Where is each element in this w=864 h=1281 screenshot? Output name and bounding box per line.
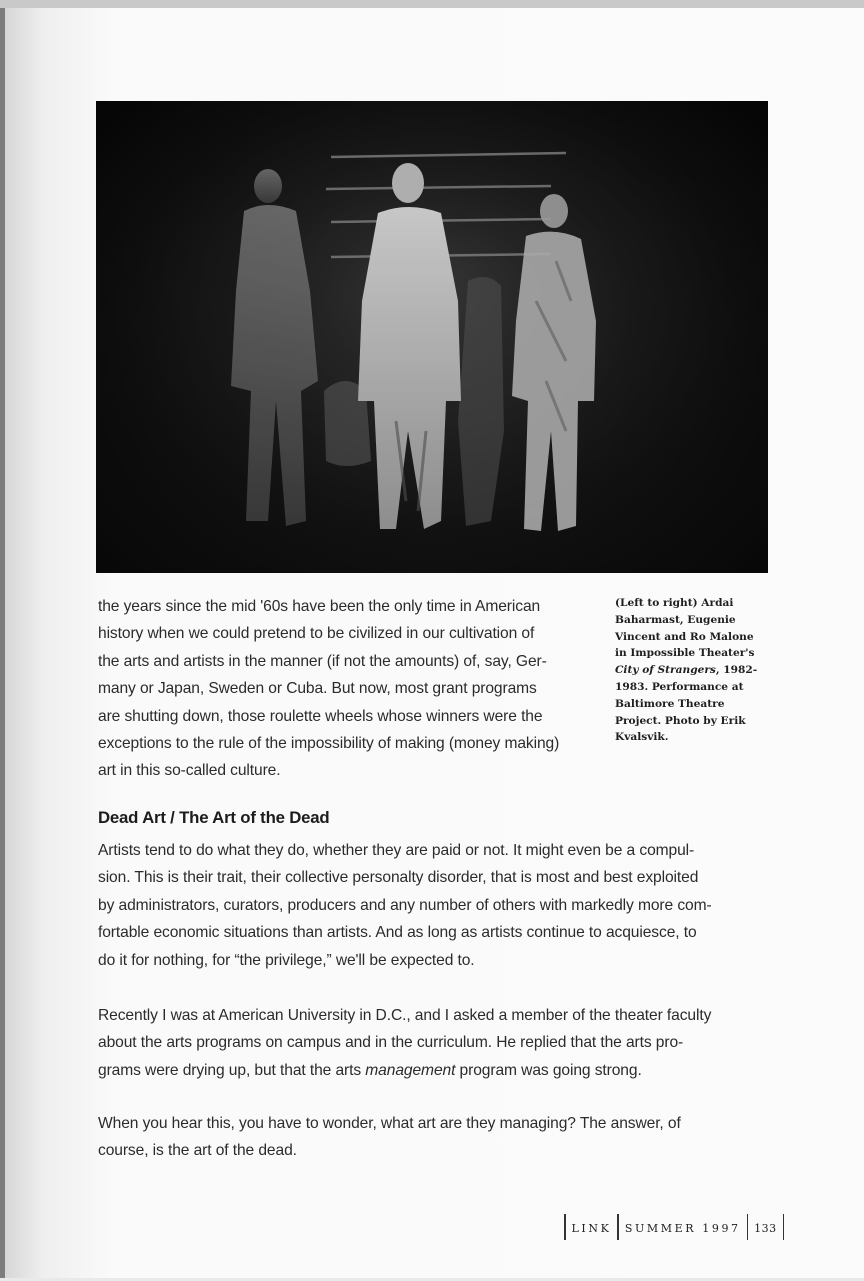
performance-photo: [96, 101, 768, 573]
caption-line: 1983. Performance at: [615, 680, 744, 693]
footer-issue: SUMMER 1997: [624, 1222, 741, 1235]
footer-divider: [617, 1214, 619, 1240]
photo-illustration: [96, 101, 768, 573]
text-line: Artists tend to do what they do, whether they are paid or not. It might even be a compul-: [98, 842, 695, 859]
text-span: program was going strong.: [455, 1061, 642, 1079]
paragraph-artists: [98, 837, 758, 974]
text-line: by administrators, curators, producers and any number of others with markedly more com-: [98, 896, 712, 914]
text-line: are shutting down, those roulette wheels whose winners were the: [98, 707, 543, 725]
text-line: [98, 1057, 758, 1084]
text-line: many or Japan, Sweden or Cuba. But now, most grant programs: [98, 680, 537, 698]
text-line: sion. This is their trait, their collective personalty disorder, that is most and best exploited: [98, 869, 699, 887]
section-heading: Dead Art / The Art of the Dead: [98, 808, 330, 827]
text-line: the arts and artists in the manner (if not the amounts) of, say, Ger-: [98, 652, 547, 670]
book-spine: [0, 8, 5, 1278]
caption-line: in Impossible Theater's: [615, 647, 755, 660]
paragraph-conclusion: [98, 1110, 758, 1165]
caption-line: [615, 662, 775, 679]
footer-page-number: 133: [754, 1222, 777, 1235]
page-footer: [564, 1214, 784, 1240]
text-line: the years since the mid '60s have been the only time in American: [98, 598, 541, 615]
text-line: fortable economic situations than artists. And as long as artists continue to acquiesce, to: [98, 924, 697, 942]
caption-work-title: City of Strangers: [615, 664, 716, 677]
text-line: course, is the art of the dead.: [98, 1142, 297, 1160]
text-line: exceptions to the rule of the impossibility of making (money making): [98, 735, 560, 753]
caption-line: Baltimore Theatre: [615, 697, 725, 710]
page-top-edge: [0, 0, 864, 8]
caption-line: Vincent and Ro Malone: [615, 630, 754, 643]
caption-line: Project. Photo by Erik: [615, 714, 746, 727]
footer-divider: [564, 1214, 566, 1240]
caption-line: (Left to right) Ardai: [615, 597, 734, 609]
text-line: about the arts programs on campus and in the curriculum. He replied that the arts pro-: [98, 1034, 684, 1052]
caption-work-years: , 1982-: [715, 664, 758, 677]
text-line: do it for nothing, for “the privilege,” we'll be expected to.: [98, 951, 475, 969]
text-line: art in this so-called culture.: [98, 762, 281, 780]
text-line: history when we could pretend to be civilized in our cultivation of: [98, 625, 535, 643]
paragraph-university: [98, 1002, 758, 1084]
emphasis-management: management: [365, 1061, 456, 1079]
footer-publication: LINK: [571, 1222, 612, 1235]
footer-divider: [747, 1214, 749, 1240]
text-line: When you hear this, you have to wonder, what art are they managing? The answer, of: [98, 1115, 681, 1132]
text-span: grams were drying up, but that the arts: [98, 1061, 366, 1079]
caption-line: Kvalsvik.: [615, 731, 669, 744]
footer-divider: [783, 1214, 785, 1240]
paragraph-intro: [98, 593, 606, 785]
photo-caption: [615, 595, 775, 746]
text-line: Recently I was at American University in D.C., and I asked a member of the theater faculty: [98, 1007, 712, 1024]
caption-line: Baharmast, Eugenie: [615, 613, 736, 626]
